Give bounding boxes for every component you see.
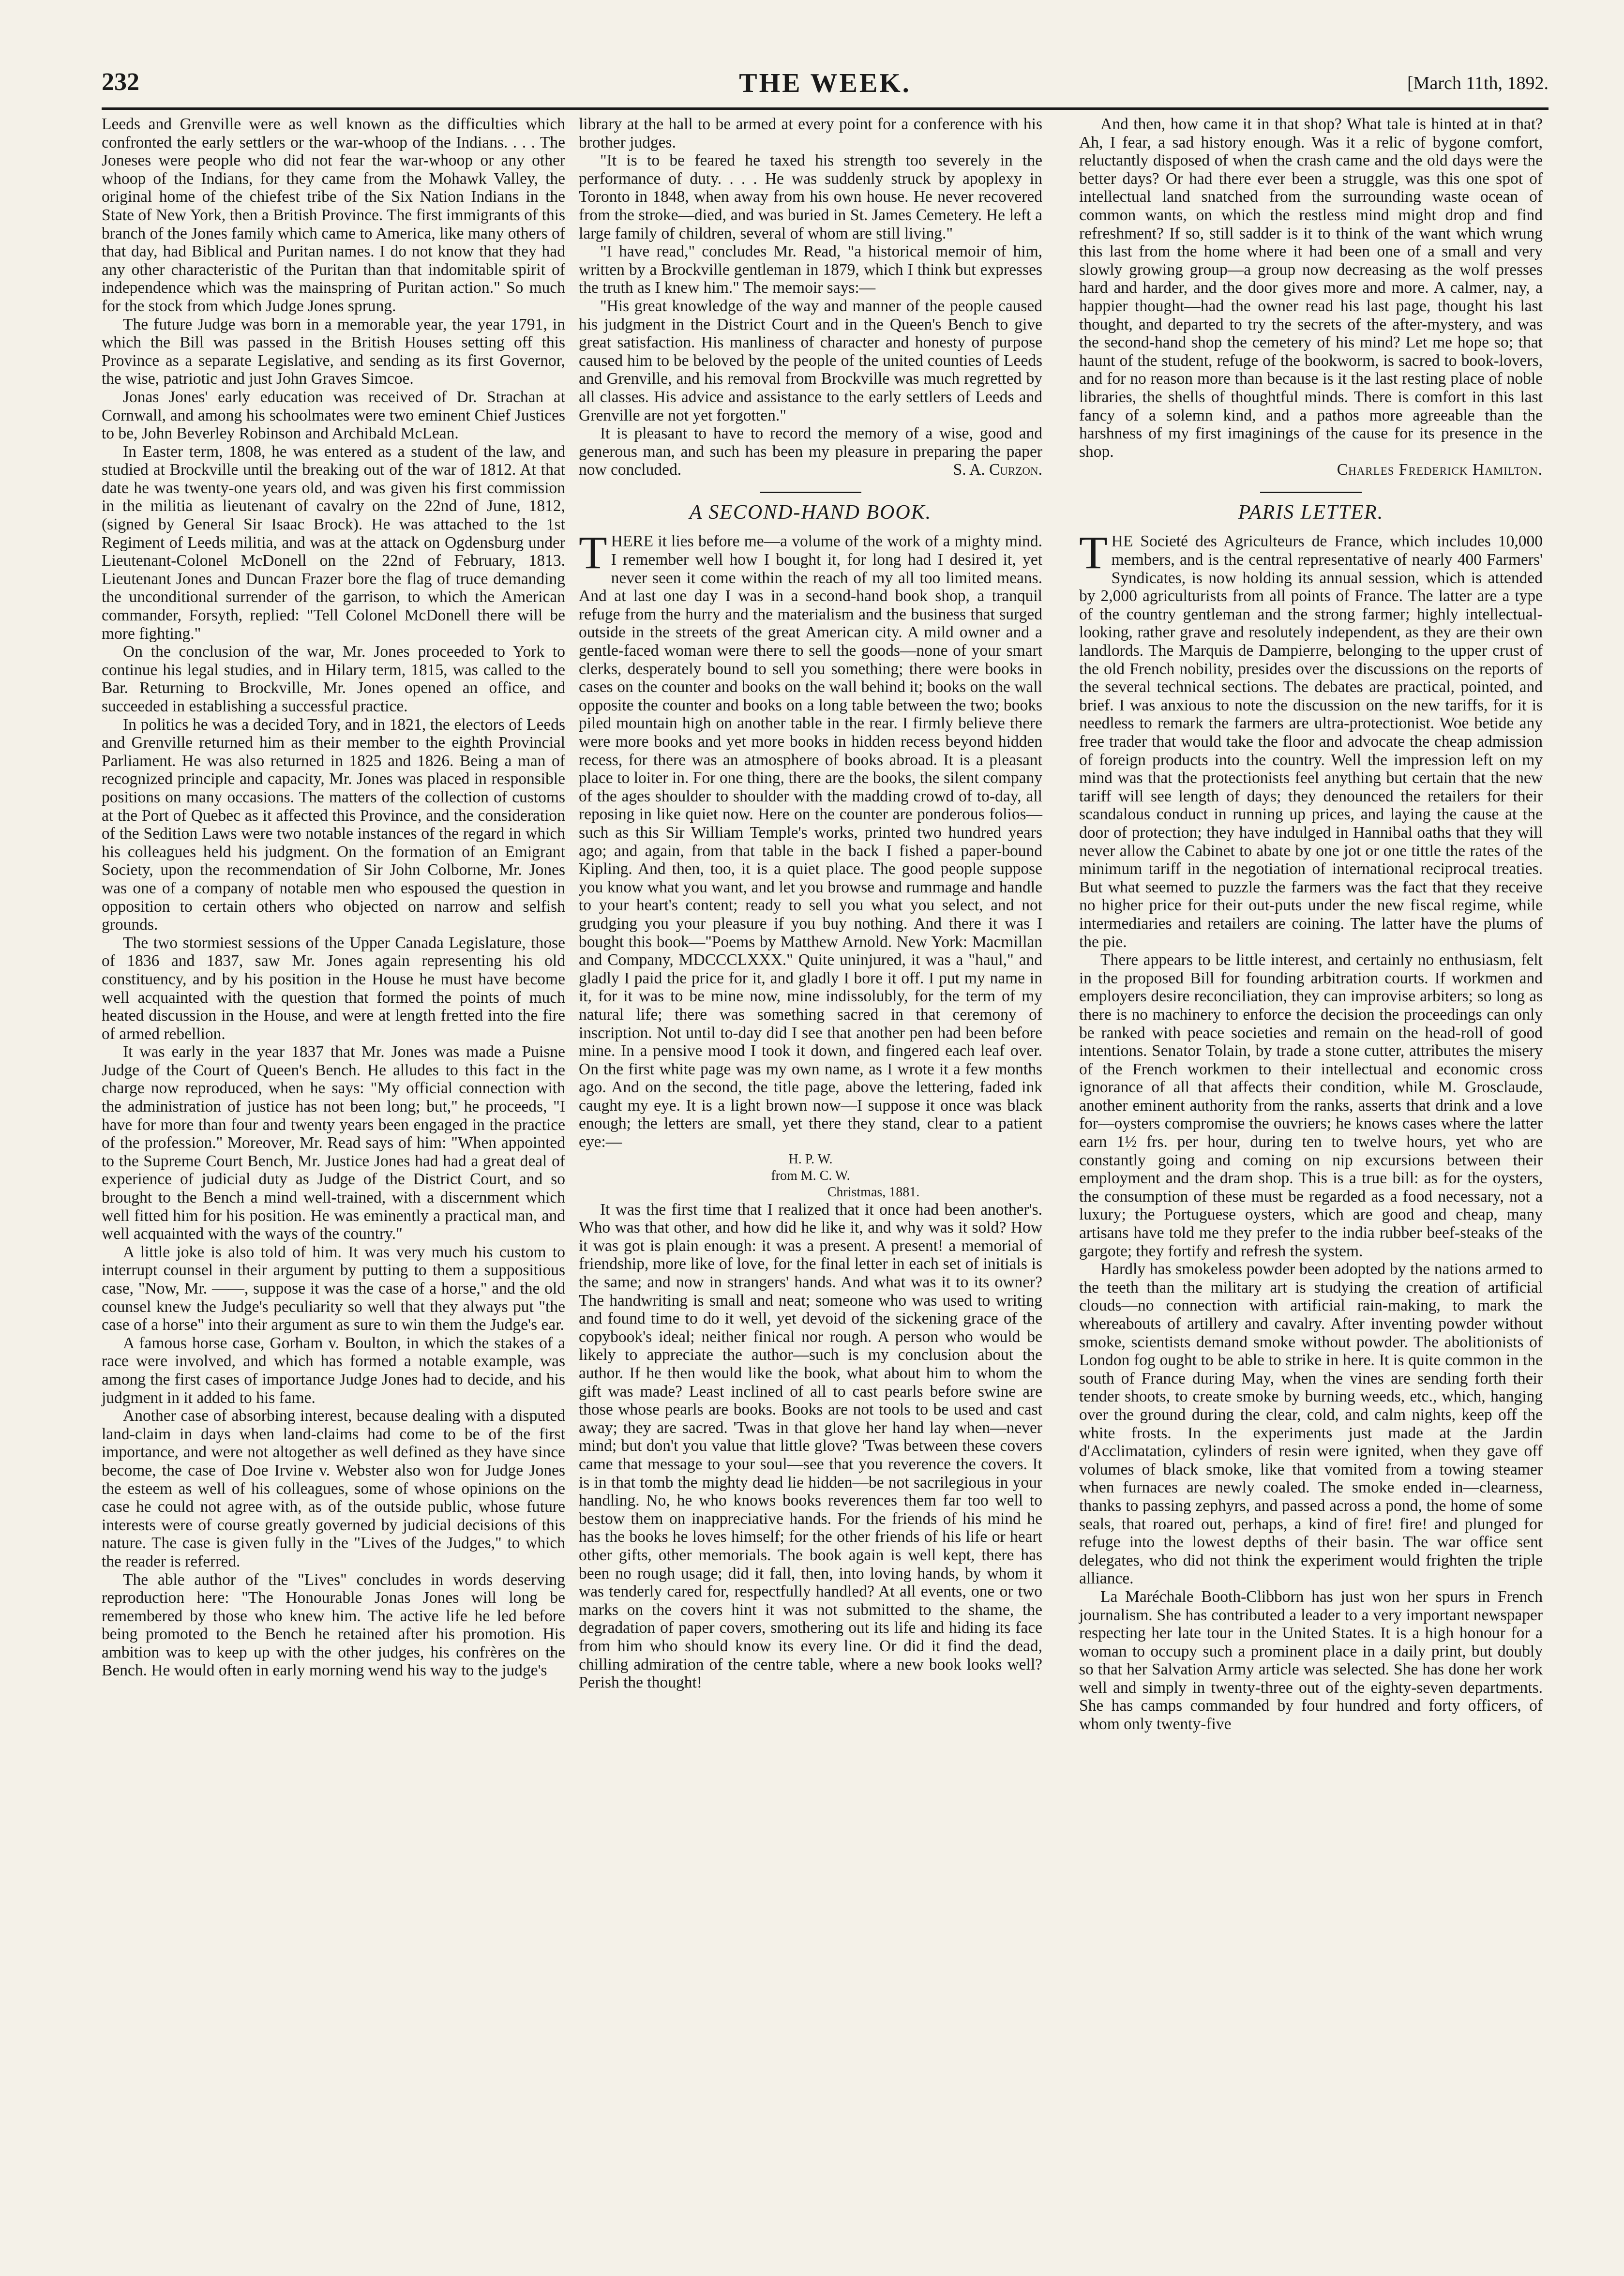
issue-date: [March 11th, 1892.	[1407, 73, 1549, 93]
author-signature: S. A. Curzon.	[953, 461, 1042, 479]
author-signature: Charles Frederick Hamilton.	[1337, 461, 1543, 479]
paragraph: The future Judge was born in a memorable year, the year 1791, in which the Bill was passed in the British Houses setting off this Province as a separate Legislative, and sending as its first Governor, the wise, patriotic and just John Graves Simcoe.	[102, 315, 565, 388]
paragraph: library at the hall to be armed at every point for a conference with his brother judges.	[579, 115, 1042, 151]
drop-cap: T	[579, 527, 607, 579]
paragraph: The two stormiest sessions of the Upper Canada Legislature, those of 1836 and 1837, saw Mr. Jones again representing his old constituency, and by his position in the House he must have become well acquainted with the question that formed the points of much heated discussion in the House, and were at length fretted into the fire of armed rebellion.	[102, 934, 565, 1043]
article-title: PARIS LETTER.	[1238, 501, 1384, 524]
paragraph: In politics he was a decided Tory, and in 1821, the electors of Leeds and Grenville returned him as their member to the eighth Provincial Parliament. He was also returned in 1825 and 1826. Being a man of recognized principle and capacity, Mr. Jones was placed in responsible positions on many occasions. The matters of the collection of customs at the Port of Quebec as it affected this Province, and the consideration of the Sedition Laws were two notable instances of the regard in which his colleagues held his judgment. On the formation of an Emigrant Society, upon the recommendation of Sir John Colborne, Mr. Jones was one of a company of notable men who espoused the question in opposition to certain others who objected on narrow and selfish grounds.	[102, 715, 565, 934]
header-rule	[102, 107, 1549, 110]
paragraph: On the conclusion of the war, Mr. Jones proceeded to York to continue his legal studies, and in Hilary term, 1815, was called to the Bar. Returning to Brockville, Mr. Jones opened an office, and succeeded in establishing a successful practice.	[102, 643, 565, 715]
paragraph: And then, how came it in that shop? What tale is hinted at in that? Ah, I fear, a sad history enough. Was it a relic of bygone comfort, reluctantly disposed of when the crash came and the old days were the better days? Or had there ever been a struggle, was this one spot of intellectual land snatched from the surrounding waste ocean of common wants, on which the restless mind might drop and find refreshment? If so, still sadder is it to think of the want which wrung this last from the home where it had been one of a small and very slowly growing group—a group now decreasing as the wolf presses hard and harder, and the door gives more and more. A calmer, nay, a happier thought—had the owner read his last page, thought his last thought, and departed to try the secrets of the after-mystery, and was the second-hand shop the cemetery of his mind? Let me hope so; that haunt of the student, refuge of the bookworm, is sacred to book-lovers, and for no reason more than because is it the last resting place of noble libraries, the shells of thoughtful minds. There is comfort in this last fancy of a solemn kind, and a pathos more agreeable than the harshness of my first imaginings of the cause for its presence in the shop.	[1079, 115, 1543, 461]
paragraph: In Easter term, 1808, he was entered as a student of the law, and studied at Brockville until the breaking out of the war of 1812. At that date he was twenty-one years old, and was given his first commission in the militia as lieutenant of cavalry on the 22nd of June, 1812, (signed by General Sir Isaac Brock). He was attached to the 1st Regiment of Leeds militia, and was at the attack on Ogdensburg under Lieutenant-Colonel McDonell on the 22nd of February, 1813. Lieutenant Jones and Duncan Frazer bore the flag of truce demanding the unconditional surrender of the garrison, to which the American commander, Forsyth, replied: "Tell Colonel McDonell there will be more fighting."	[102, 442, 565, 643]
paragraph: It was early in the year 1837 that Mr. Jones was made a Puisne Judge of the Court of Queen's Bench. He alludes to this fact in the charge now reproduced, when he says: "My official connection with the administration of justice has not been long; but," he proceeds, "I have for more than four and twenty years been engaged in the practice of the profession." Moreover, Mr. Read says of him: "When appointed to the Supreme Court Bench, Mr. Justice Jones had had a great deal of experience of judicial duty as Judge of the District Court, and so brought to the Bench a mind well-trained, with a discernment which well fitted him for his position. He was eminently a practical man, and well acquainted with the ways of the country."	[102, 1043, 565, 1243]
column-2	[579, 115, 1042, 1692]
paragraph: A little joke is also told of him. It was very much his custom to interrupt counsel in their argument by putting to them a suppositious case, "Now, Mr. ——, suppose it was the case of a horse," and the old counsel knew the Judge's peculiarity so well that they always put "the case of a horse" into their argument as sure to win them the Judge's ear.	[102, 1243, 565, 1334]
masthead: THE WEEK.	[739, 68, 911, 98]
paragraph-text: HERE it lies before me—a volume of the work of a mighty mind. I remember well how I bought it, for long had I desired it, yet never seen it come within the reach of my all too limited means. And at last one day I was in a second-hand book shop, a tranquil refuge from the hurry and the materialism and the business that surged outside in the streets of the great American city. A mild owner and a gentle-faced woman were there to sell the goods—none of your smart clerks, desperately bound to sell you something; there were books in cases on the counter and books on the wall behind it; books on the wall opposite the counter and books on a long table between the two; books piled mountain high on another table in the rear. I firmly believe there were more books and yet more books in hidden recess beyond hidden recess, for there was an atmosphere of books abroad. It is a pleasant place to loiter in. For one thing, there are the books, the silent company of the ages shoulder to shoulder with the madding crowd of to-day, all reposing in like quiet now. Here on the counter are ponderous folios—such as this Sir William Temple's works, printed two hundred years ago; and again, from that table in the back I fished a paper-bound Kipling. And then, too, it is a quiet place. The good people suppose you know what you want, and let you browse and rummage and handle to your heart's content; ready to sell you what you select, and not grudging you your pleasure if you buy nothing. And there it was I bought this book—"Poems by Matthew Arnold. New York: Macmillan and Company, MDCCCLXXX." Quite uninjured, it was a "haul," and gladly I paid the price for it, and gladly I bore it off. I put my name in it, for it was to be mine now, mine indissolubly, for the term of my natural life; there was something sacred in that ceremony of inscription. Not until to-day did I see that another pen had been before mine. In a pensive mood I took it down, and fingered each leaf over. On the first white page was my own name, as I wrote it a few months ago. And on the second, the title page, above the lettering, faded ink caught my eye. It is a light brown now—I suppose it once was black enough; the letters are small, yet there they stand, clear to a patient eye:—	[579, 532, 1042, 1151]
paragraph: There appears to be little interest, and certainly no enthusiasm, felt in the proposed Bill for founding arbitration courts. If workmen and employers desire reconciliation, they can improvise arbiters; so long as there is no machinery to enforce the decision the proceedings can only be ranked with peace societies and remain on the head-roll of good intentions. Senator Tolain, by trade a stone cutter, attributes the misery of the French workmen to their intellectual and economic cross ignorance of all that affects their condition, while M. Grosclaude, another eminent authority from the ranks, asserts that drink and a love for—oysters compromise the ouvriers; he knows cases where the latter earn 1½ frs. per hour, during ten to twelve hours, yet who are constantly going and coming on nip excursions between their employment and the dram shop. This is a true bill: as for the oysters, the consumption of these must be regarded as a food necessary, not a luxury; the Portuguese oysters, which are good and cheap, many artisans have told me they prefer to the india rubber beef-steaks of the gargote; they fortify and refresh the system.	[1079, 951, 1543, 1260]
column-3	[1079, 115, 1543, 1733]
article-separator	[1260, 492, 1362, 493]
paragraph: A famous horse case, Gorham v. Boulton, in which the stakes of a race were involved, and which has formed a notable example, was among the first cases of importance Judge Jones had to decide, and his judgment in it added to his fame.	[102, 1334, 565, 1407]
page-header	[102, 68, 1549, 106]
paragraph	[579, 527, 1042, 1151]
paragraph: La Maréchale Booth-Clibborn has just won her spurs in French journalism. She has contributed a leader to a very important newspaper respecting her late tour in the United States. It is a high honour for a woman to occupy such a prominent place in a daily print, but doubly so that her Salvation Army article was selected. She has done her work well and simply in twenty-three out of the eighty-seven departments. She has camps commanded by four hundred and forty officers, of whom only twenty-five	[1079, 1587, 1543, 1733]
inscription-line: Christmas, 1881.	[827, 1184, 920, 1200]
inscription-line: from M. C. W.	[771, 1168, 850, 1183]
paragraph: "I have read," concludes Mr. Read, "a historical memoir of him, written by a Brockville gentleman in 1879, which I think but expresses the truth as I knew him." The memoir says:—	[579, 242, 1042, 297]
closing-paragraph	[579, 424, 1042, 479]
paragraph: Leeds and Grenville were as well known as the difficulties which confronted the early settlers or the war-whoop of the Indians. . . . The Joneses were people who did not fear the war-whoop or any other whoop of the Indians, for they came from the Mohawk Valley, the original home of the chiefest tribe of the Six Nation Indians in the State of New York, then a British Province. The first immigrants of this branch of the Jones family which came to America, like many others of that day, had Biblical and Puritan names. I do not know that they had any other characteristic of the Puritan than that indomitable spirit of independence which was the mainspring of Puritan action." So much for the stock from which Judge Jones sprung.	[102, 115, 565, 315]
paragraph: It was the first time that I realized that it once had been another's. Who was that other, and how did he like it, and why was it sold? How it was got is plain enough: it was a present. A present! a memorial of friendship, more like of love, for the final letter in each set of initials is the same; and now in strangers' hands. And what was it to its owner? The handwriting is small and neat; someone who was used to writing and found time to do it well, yet devoid of the sickening grace of the copybook's ideal; neither finical nor rough. A person who would be likely to appreciate the author—such is my conclusion about the author. If he then would like the book, what about him to whom the gift was made? Least inclined of all to cast pearls before swine are those whose pearls are books. Books are not tools to be used and cast away; they are sacred. 'Twas in that glove her hand lay when—never mind; but don't you value that little glove? 'Twas between these covers came that message to your soul—see that you reverence the covers. It is in that tomb the mighty dead lie hidden—be not sacrilegious in your handling. No, he who knows books reverences them far too well to bestow them on inappreciative hands. For the friends of his mind he has the books he loves himself; for the other friends of his life or heart other gifts, other memorials. The book again is well kept, there has been no rough usage; did it fall, then, into loving hands, by whom it was tenderly cared for, respectfully handled? At all events, one or two marks on the covers hint it was not submitted to the shame, the degradation of paper covers, smothering out its life and hiding its face from him who should know its every line. Or did it find the dead, chilling admiration of the centre table, where a new book looks well? Perish the thought!	[579, 1200, 1042, 1692]
article-title: A SECOND-HAND BOOK.	[689, 501, 932, 524]
paragraph: Hardly has smokeless powder been adopted by the nations armed to the teeth than the military art is studying the creation of artificial clouds—no connection with artificial rain-making, to mark the whereabouts of artillery and cavalry. After inventing powder without smoke, scientists demand smoke without powder. The abolitionists of London fog ought to be able to strike in here. It is quite common in the south of France during May, when the vines are sending forth their tender shoots, to create smoke by burning weeds, etc., which, hanging over the ground during the clear, cold, and calm nights, keep off the white frosts. In the experiments just made at the Jardin d'Acclimatation, cylinders of resin were ignited, when they gave off volumes of black smoke, like that vomited from a towing steamer when furnaces are newly coaled. The smoke ended in—clearness, thanks to passing zephyrs, and passed across a pond, the home of some seals, that roared out, perhaps, a kind of fire! fire! and plunged for refuge into the lowest depths of their basin. The war office sent delegates, who did not think the experiment would frighten the triple alliance.	[1079, 1260, 1543, 1588]
paragraph: "His great knowledge of the way and manner of the people caused his judgment in the District Court and in the Queen's Bench to give great satisfaction. His manliness of character and honesty of purpose caused him to be beloved by the people of the united counties of Leeds and Grenville, and his removal from Brockville was much regretted by all classes. His advice and assistance to the early settlers of Leeds and Grenville are not yet forgotten."	[579, 297, 1042, 424]
page-number: 232	[102, 68, 139, 96]
paragraph	[1079, 527, 1543, 951]
paragraph: The able author of the "Lives" concludes in words deserving reproduction here: "The Honourable Jonas Jones will long be remembered by those who knew him. The active life he led before being promoted to the Bench he retained after his promotion. His ambition was to keep up with the other judges, his confrères on the Bench. He would often in early morning wend his way to the judge's	[102, 1570, 565, 1680]
article-separator	[760, 492, 861, 493]
paragraph: Another case of absorbing interest, because dealing with a disputed land-claim in days when land-claims had come to be of the first importance, and were not altogether as well defined as they have since become, the case of Doe Irvine v. Webster also won for Judge Jones the esteem as well of his colleagues, some of whose opinions on the case he could not agree with, as of the outside public, whose future interests were of course greatly governed by judicial decisions of this nature. The case is given fully in the "Lives of the Judges," to which the reader is referred.	[102, 1407, 565, 1570]
drop-cap: T	[1079, 527, 1108, 579]
paragraph: "It is to be feared he taxed his strength too severely in the performance of duty. . . . He was suddenly struck by apoplexy in Toronto in 1848, when away from his own house. He never recovered from the stroke—died, and was buried in St. James Cemetery. He left a large family of children, several of whom are still living."	[579, 151, 1042, 242]
inscription-line: H. P. W.	[788, 1151, 833, 1167]
closing-text: It is pleasant to have to record the memory of a wise, good and generous man, and such has been my pleasure in preparing the paper now concluded.	[579, 424, 1042, 479]
paragraph: Jonas Jones' early education was received of Dr. Strachan at Cornwall, and among his schoolmates were two eminent Chief Justices to be, John Beverley Robinson and Archibald McLean.	[102, 388, 565, 443]
paragraph-text: HE Societé des Agriculteurs de France, which includes 10,000 members, and is the central representative of nearly 400 Farmers' Syndicates, is now holding its annual session, which is attended by 2,000 agriculturists from all points of France. The latter are a type of the country gentleman and the strong farmer; highly intellectual-looking, rather grave and resolutely independent, as they are their own landlords. The Marquis de Dampierre, belonging to the upper crust of the old French nobility, presides over the discussions on the reports of the several technical sections. The debates are practical, pointed, and brief. I was anxious to note the discussion on the new tariffs, for it is needless to remark the farmers are ultra-protectionist. Woe betide any free trader that would take the floor and advocate the cheap admission of foreign products into the country. Well the impression left on my mind was that the protectionists feel anything but certain that the new tariff will see length of days; they denounced the retailers for their scandalous conduct in running up prices, and laying the cause at the door of protection; they have indulged in Hannibal oaths that they will never allow the Cabinet to abate by one jot or one tittle the rates of the minimum tariff in the negotiation of international reciprocal treaties. But what seemed to puzzle the farmers was the fact that they receive no higher price for their out-puts under the new fiscal regime, while intermediaries and retailers are coining. The latter have the plums of the pie.	[1079, 532, 1543, 951]
column-1	[102, 115, 565, 1680]
